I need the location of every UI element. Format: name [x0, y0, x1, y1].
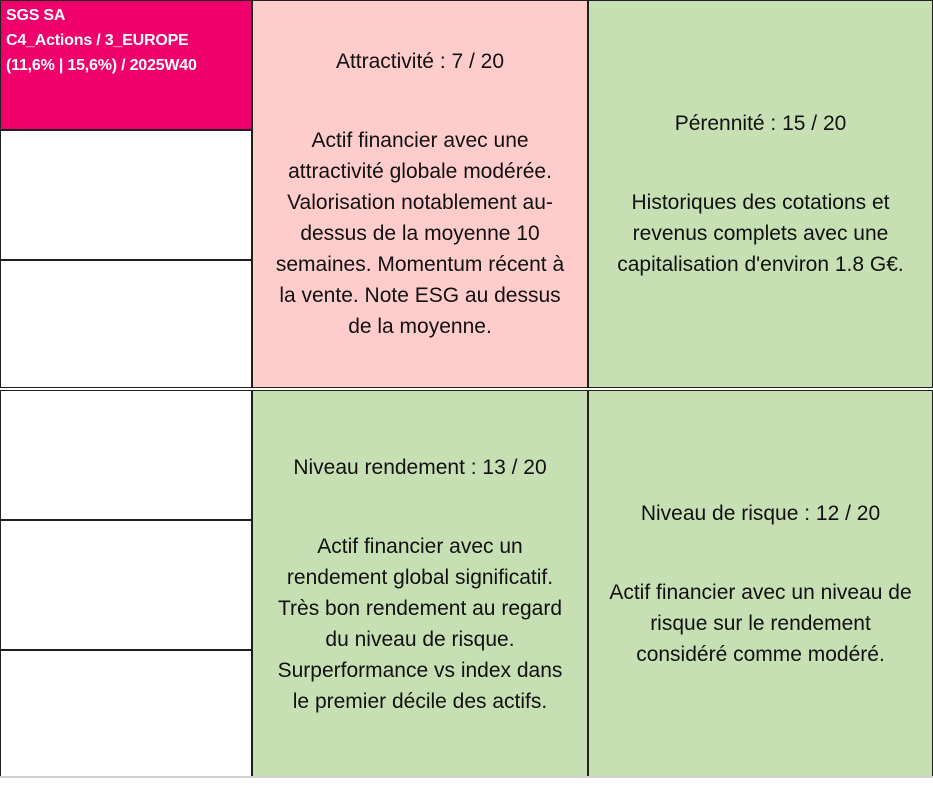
attractivite-line: semaines. Momentum récent à: [275, 253, 565, 276]
perennite-line: capitalisation d'environ 1.8 G€.: [617, 253, 904, 276]
rendement-line: Surperformance vs index dans: [277, 658, 563, 682]
rendement-line: Très bon rendement au regard: [277, 596, 563, 620]
attractivite-line: de la moyenne.: [348, 315, 492, 338]
risque-line: Actif financier avec un niveau de: [609, 581, 912, 604]
bottom-divider: [0, 776, 933, 778]
rendement-line: rendement global significatif.: [286, 565, 554, 589]
asset-name: SGS SA: [6, 7, 66, 24]
rendement-cell: [252, 390, 588, 778]
blank-cell: [0, 520, 252, 650]
blank-cell: [0, 130, 252, 260]
asset-header: [0, 0, 252, 130]
attractivite-line: Actif financier avec une: [311, 129, 529, 152]
blank-cell: [0, 260, 252, 388]
attractivite-title: Attractivité : 7 / 20: [335, 50, 505, 73]
perennite-line: revenus complets avec une: [632, 222, 889, 245]
rendement-line: Actif financier avec un: [317, 534, 523, 558]
blank-cell: [0, 650, 252, 778]
asset-category: C4_Actions / 3_EUROPE: [6, 32, 189, 49]
risque-line: risque sur le rendement: [650, 612, 871, 635]
attractivite-line: Valorisation notablement au-: [287, 191, 553, 214]
perennite-cell: [588, 0, 933, 388]
asset-performance-week: (11,6% | 15,6%) / 2025W40: [6, 57, 197, 74]
perennite-title: Pérennité : 15 / 20: [674, 112, 847, 135]
attractivite-cell: [252, 0, 588, 388]
perennite-line: Historiques des cotations et: [631, 191, 890, 214]
rendement-line: le premier décile des actifs.: [292, 689, 548, 713]
risque-line: considéré comme modéré.: [636, 643, 885, 666]
blank-cell: [0, 390, 252, 520]
risque-cell: [588, 390, 933, 778]
rendement-title: Niveau rendement : 13 / 20: [293, 455, 547, 479]
attractivite-line: dessus de la moyenne 10: [300, 222, 540, 245]
risque-title: Niveau de risque : 12 / 20: [640, 502, 881, 525]
attractivite-line: la vente. Note ESG au dessus: [279, 284, 561, 307]
attractivite-line: attractivité globale modérée.: [288, 160, 552, 183]
rendement-line: du niveau de risque.: [325, 627, 515, 651]
